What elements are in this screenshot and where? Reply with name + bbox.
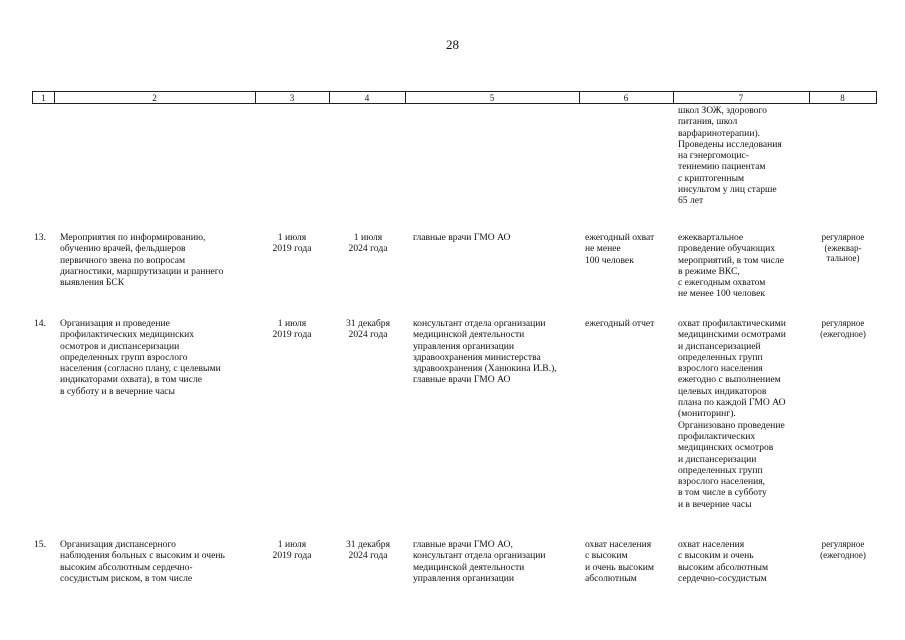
result: охват населения с высоким и очень высоким абсолютным сердечно-сосудистым	[678, 539, 769, 584]
end-date: 31 декабря 2024 года	[346, 318, 390, 341]
event-description: Организация и проведение профилактических медицинских осмотров и диспансеризации определенных групп взрослого населения (согласно плану, с целевыми индикаторами охвата), в том числе в субботу и в вечерние часы	[60, 318, 221, 397]
header-col-8: 8	[840, 93, 845, 103]
event-description: Мероприятия по информированию, обучению врачей, фельдшеров первичного звена по вопросам диагностики, маршрутизации и раннего выявления БСК	[60, 232, 224, 289]
row-number: 14.	[34, 318, 46, 329]
frequency: регулярное (ежеквар- тальное)	[821, 232, 865, 263]
header-col-2: 2	[152, 93, 157, 103]
indicator: ежегодный охват не менее 100 человек	[585, 232, 655, 266]
row-number: 13.	[34, 232, 46, 243]
page-number: 28	[446, 37, 459, 52]
start-date: 1 июля 2019 года	[272, 318, 312, 341]
continuation-text: школ ЗОЖ, здорового питания, школ варфаринотерапии). Проведены исследования на гэнергомоцис- теинемию пациентам с криптогенным инсультом у лиц старше 65 лет	[678, 105, 782, 207]
header-col-4: 4	[364, 93, 370, 103]
header-col-1: 1	[41, 93, 46, 103]
end-date: 1 июля 2024 года	[348, 232, 388, 255]
indicator: охват населения с высоким и очень высоким абсолютным	[585, 539, 654, 584]
result: охват профилактическими медицинскими осмотрами и диспансеризацией определенных групп взрослого населения ежегодно с выполнением целевых индикаторов плана по каждой ГМО АО (мониторинг). Организовано проведение профилактических медицинских осмотров и диспансеризации определенных групп взрослого населения, в том числе в субботу и в вечерние часы	[678, 318, 786, 510]
event-description: Организация диспансерного наблюдения больных с высоким и очень высоким абсолютным сердечно- сосудистым риском, в том числе	[60, 539, 225, 584]
result: ежеквартальное проведение обучающих мероприятий, в том числе в режиме ВКС, с ежегодным охватом не менее 100 человек	[678, 232, 784, 300]
header-col-6: 6	[623, 93, 629, 103]
end-date: 31 декабря 2024 года	[346, 539, 390, 562]
header-col-3: 3	[289, 93, 295, 103]
frequency: регулярное (ежегодное)	[820, 539, 866, 560]
frequency: регулярное (ежегодное)	[820, 318, 866, 339]
header-col-7: 7	[738, 93, 744, 103]
responsible: главные врачи ГМО АО, консультант отдела организации медицинской деятельности управления организации	[413, 539, 546, 584]
indicator: ежегодный отчет	[585, 318, 655, 329]
start-date: 1 июля 2019 года	[272, 539, 312, 562]
header-col-5: 5	[489, 93, 495, 103]
row-number: 15.	[34, 539, 46, 550]
table-header-row	[32, 91, 877, 104]
start-date: 1 июля 2019 года	[272, 232, 312, 255]
responsible: главные врачи ГМО АО	[413, 232, 511, 243]
responsible: консультант отдела организации медицинской деятельности управления организации здравоохранения министерства здравоохранения (Ханюкина И.В.), главные врачи ГМО АО	[413, 318, 557, 386]
